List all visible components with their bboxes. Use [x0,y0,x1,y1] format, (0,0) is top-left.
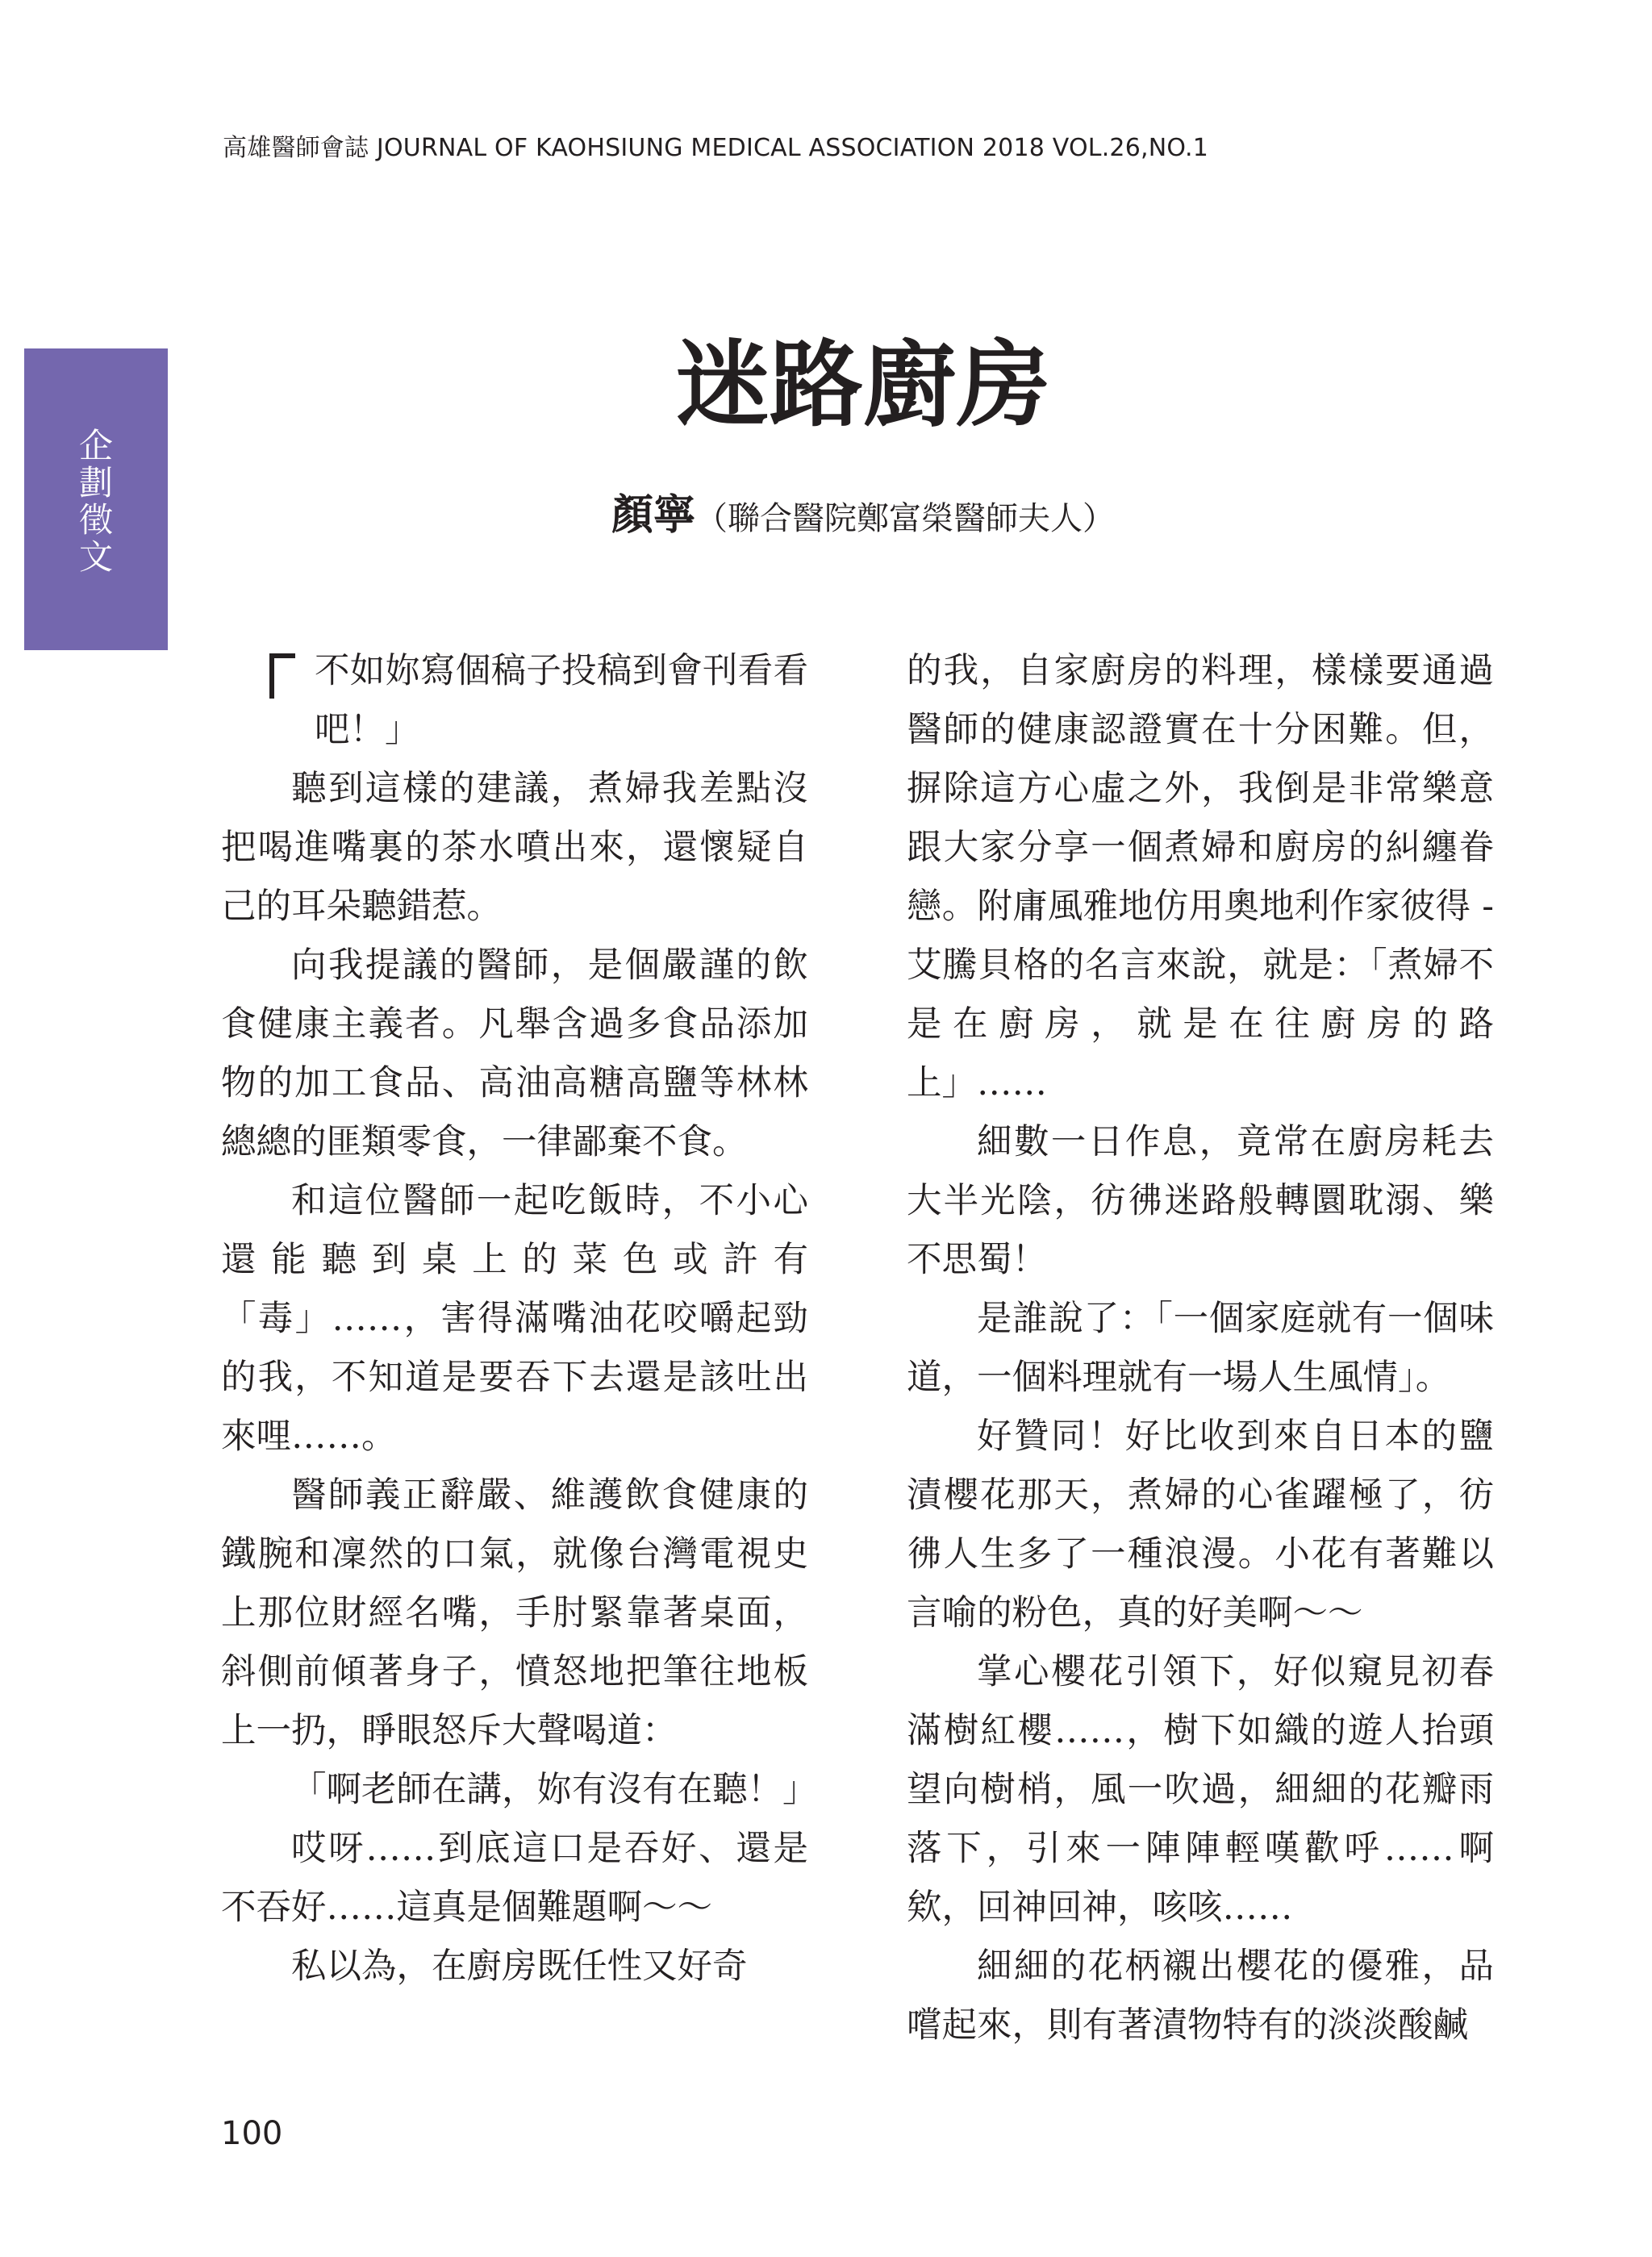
paragraph: 「啊老師在講，妳有沒有在聽！」 [291,1770,818,1810]
journal-header: 高雄醫師會誌 JOURNAL OF KAOHSIUNG MEDICAL ASSOCIATION 2018 VOL.26,NO.1 [223,134,1208,162]
right-column [907,642,1494,2055]
left-column [221,642,818,1996]
byline [452,481,1274,541]
paragraph: 醫師義正辭嚴、維護飲食健康的鐵腕和凜然的口氣，就像台灣電視史上那位財經名嘴，手肘緊靠著桌面，斜側前傾著身子，憤怒地把筆往地板上一扔，睜眼怒斥大聲喝道： [221,1475,808,1751]
paragraph: 和這位醫師一起吃飯時，不小心還能聽到桌上的菜色或許有「毒」……，害得滿嘴油花咬嚼起勁的我，不知道是要吞下去還是該吐出來哩……。 [221,1181,808,1457]
paragraph [221,642,808,760]
paragraph: 私以為，在廚房既任性又好奇 [291,1946,748,1987]
paragraph: 掌心櫻花引領下，好似窺見初春滿樹紅櫻……，樹下如織的遊人抬頭望向樹梢，風一吹過，細細的花瓣雨落下，引來一陣陣輕嘆歡呼……啊欸，回神回神，咳咳…… [907,1652,1494,1928]
paragraph: 聽到這樣的建議，煮婦我差點沒把喝進嘴裏的茶水噴出來，還懷疑自己的耳朵聽錯惹。 [221,769,808,927]
paragraph: 哎呀……到底這口是吞好、還是不吞好……這真是個難題啊～～ [221,1829,808,1928]
paragraph: 細數一日作息，竟常在廚房耗去大半光陰，彷彿迷路般轉圜耽溺、樂不思蜀！ [907,1122,1494,1280]
paragraph: 細細的花柄襯出櫻花的優雅，品嚐起來，則有著漬物特有的淡淡酸鹹 [907,1946,1494,2046]
author-affiliation: （聯合醫院鄭富榮醫師夫人） [695,500,1115,537]
paragraph: 好贊同！好比收到來自日本的鹽漬櫻花那天，煮婦的心雀躍極了，彷彿人生多了一種浪漫。小花有著難以言喻的粉色，真的好美啊～～ [907,1416,1494,1633]
paragraph: 的我，自家廚房的料理，樣樣要通過醫師的健康認證實在十分困難。但，摒除這方心虛之外，我倒是非常樂意跟大家分享一個煮婦和廚房的糾纏眷戀。附庸風雅地仿用奧地利作家彼得 - 艾騰貝格的名言來說，就是：「煮婦不是在廚房，就是在往廚房的路上」…… [907,651,1494,1103]
paragraph: 向我提議的醫師，是個嚴謹的飲食健康主義者。凡舉含過多食品添加物的加工食品、高油高糖高鹽等林林總總的匪類零食，一律鄙棄不食。 [221,945,808,1162]
page-number: 100 [221,2115,283,2152]
author-name: 顏寧 [611,490,695,540]
section-tab [24,348,168,650]
opening-quote-bracket [269,653,295,699]
section-tab-label: 企劃徵文 [78,426,113,577]
paragraph-text: 不如妳寫個稿子投稿到會刊看看吧！」 [315,651,808,750]
article-title: 迷路廚房 [676,331,1050,440]
paragraph: 是誰說了：「一個家庭就有一個味道，一個料理就有一場人生風情」。 [907,1299,1494,1398]
